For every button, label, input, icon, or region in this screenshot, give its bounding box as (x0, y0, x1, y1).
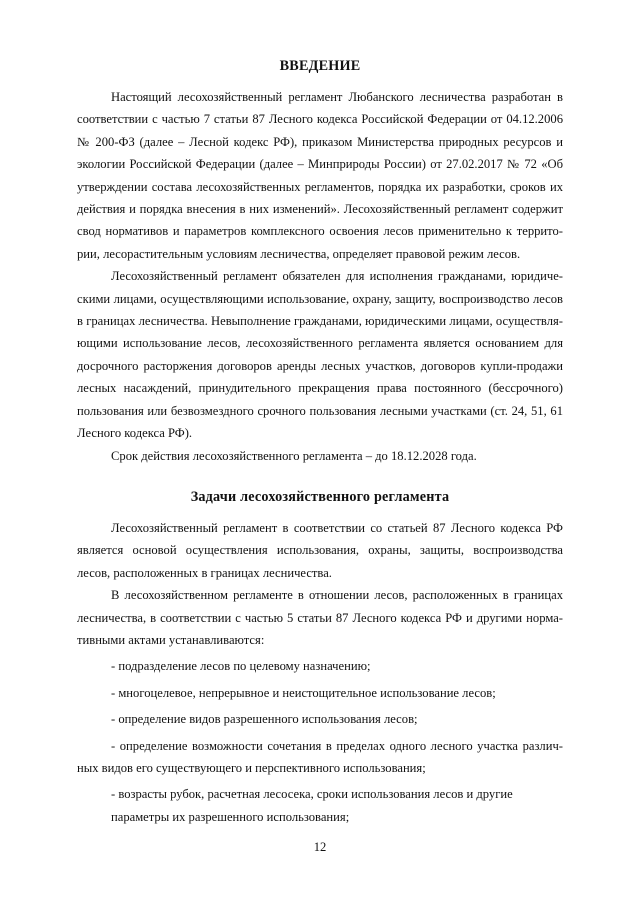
list-item: - подразделение лесов по целевому назначению; (111, 659, 371, 674)
intro-paragraph: Лесохозяйственный регламент обязателен для исполнения гражданами, юридическими лицами, осуществляющими использование, охрану, защиту, воспроизводство лесов в границах лесничества. Невыполнение гражданами, юридическими лицами, осуществляющими использование лесов, лесохозяйственного регламента является основанием для досрочного расторжения договоров аренды лесных участков, договоров купли-продажи лесных насаждений, принудительного прекращения права постоянного (бессрочного) пользования или безвозмездного срочного пользования лесными участками (ст. 24, 51, 61 Лесного кодекса РФ). (77, 269, 563, 441)
section-paragraph: В лесохозяйственном регламенте в отношении лесов, расположенных в границах лесничества, в соответствии с частью 5 статьи 87 Лесного кодекса РФ и другими нормативными актами устанавливаются: (77, 588, 563, 647)
list-item: - возрасты рубок, расчетная лесосека, сроки использования лесов и другие (111, 787, 513, 802)
intro-paragraph: Срок действия лесохозяйственного регламента – до 18.12.2028 года. (111, 448, 477, 463)
section-heading: Задачи лесохозяйственного регламента (190, 488, 450, 505)
list-item: - определение возможности сочетания в пределах одного лесного участка различных видов его существующего и перспективного использования; (77, 738, 563, 775)
section-paragraph: Лесохозяйственный регламент в соответствии со статьей 87 Лесного кодекса РФ является основой осуществления использования, охраны, защиты, воспроизводства лесов, расположенных в границах лесничества. (77, 520, 563, 580)
list-item-continuation: параметры их разрешенного использования; (111, 809, 350, 824)
list-item: - определение видов разрешенного использования лесов; (111, 712, 418, 727)
list-item: - многоцелевое, непрерывное и неистощительное использование лесов; (111, 685, 496, 700)
document-page (77, 56, 563, 828)
page-number: 12 (313, 840, 327, 854)
intro-paragraph: Настоящий лесохозяйственный регламент Любанского лесничества разработан в соответствии с частью 7 статьи 87 Лесного кодекса Российской Федерации от 04.12.2006 № 200-ФЗ (далее – Лесной кодекс РФ), приказом Министерства природных ресурсов и экологии Российской Федерации (далее – Минприроды России) от 27.02.2017 № 72 «Об утверждении состава лесохозяйственных регламентов, порядка их разработки, сроков их действия и порядка внесения в них изменений». Лесохозяйственный регламент содержит свод нормативов и параметров комплексного освоения лесов применительно к территории, лесорастительным условиям лесничества, определяет правовой режим лесов. (77, 90, 563, 261)
document-heading: ВВЕДЕНИЕ (279, 58, 361, 74)
